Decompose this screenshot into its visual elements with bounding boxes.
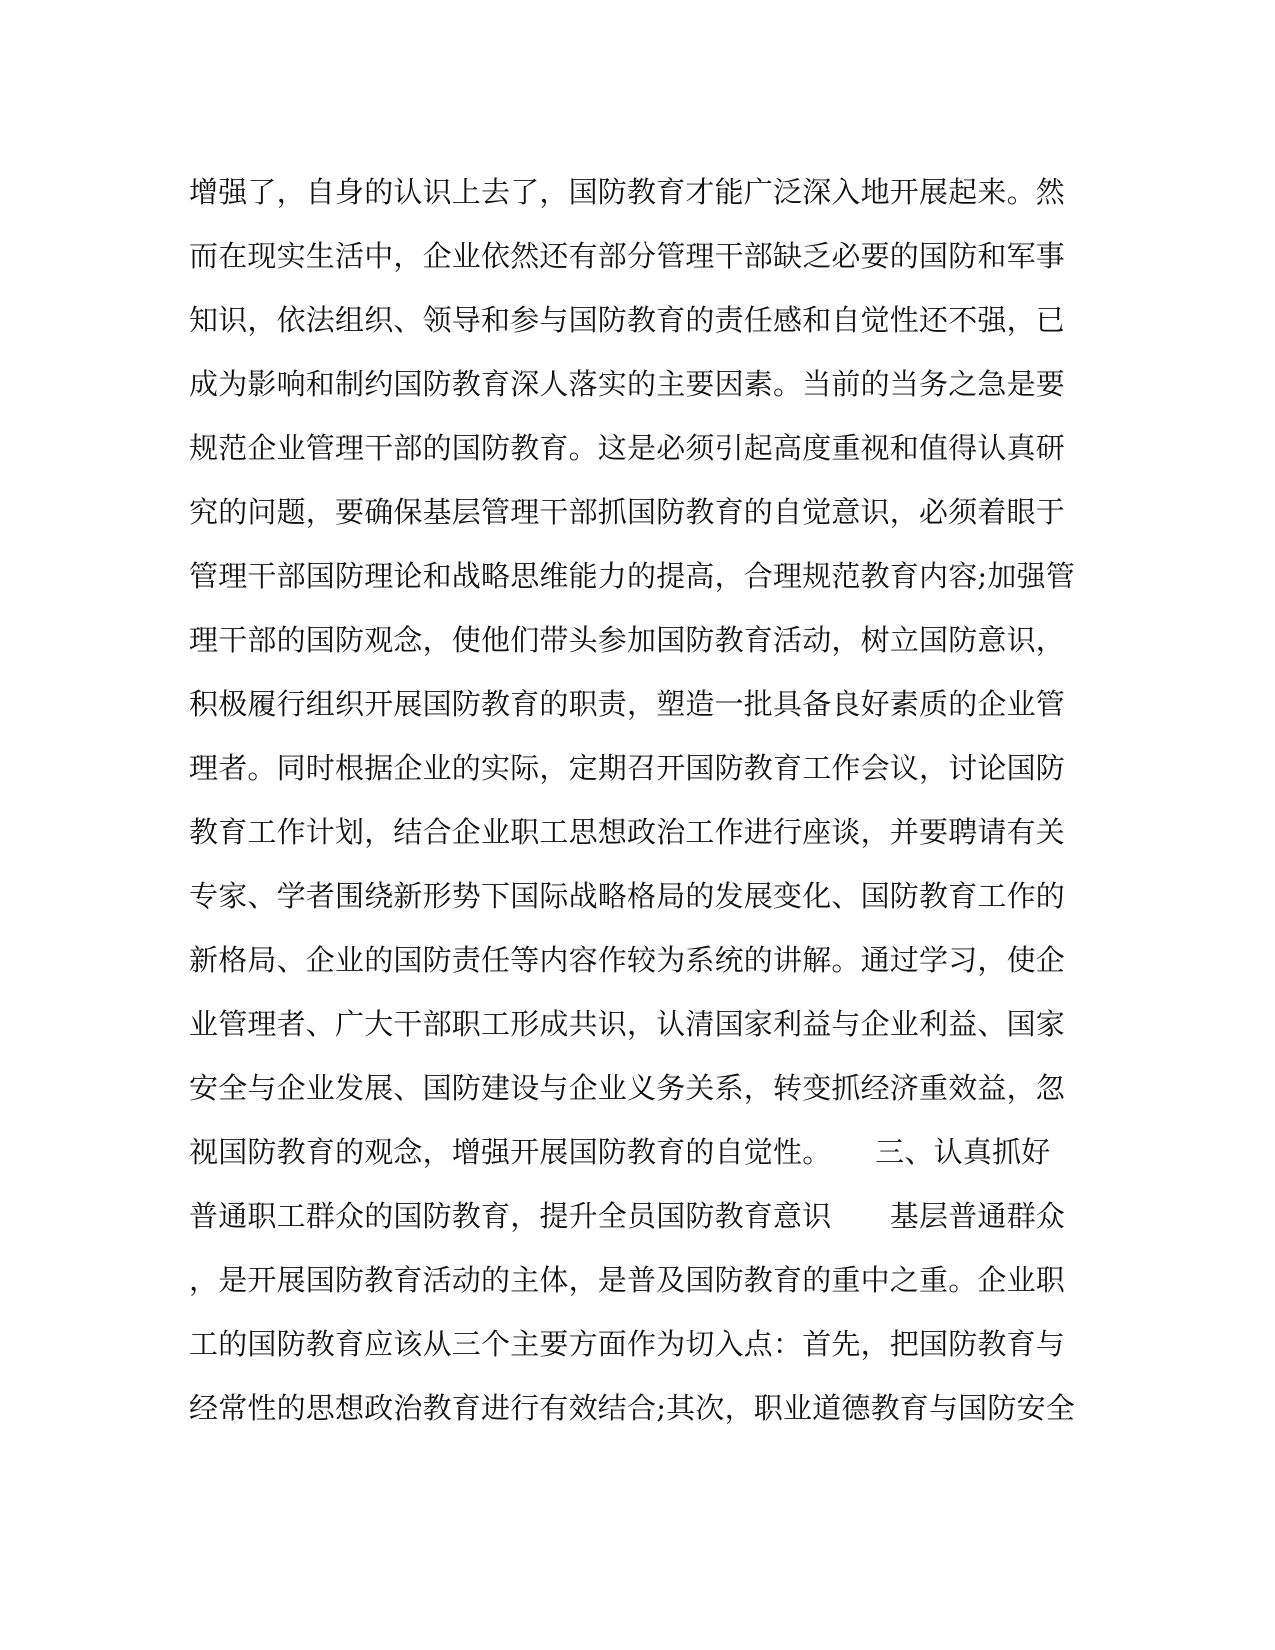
body-text [189, 160, 1089, 1440]
text-line: 成为影响和制约国防教育深人落实的主要因素。当前的当务之急是要 [189, 367, 1066, 401]
text-line: 理者。同时根据企业的实际，定期召开国防教育工作会议，讨论国防 [189, 751, 1066, 785]
text-line: 理干部的国防观念，使他们带头参加国防教育活动，树立国防意识， [189, 623, 1066, 657]
text-line: 增强了，自身的认识上去了，国防教育才能广泛深入地开展起来。然 [189, 175, 1066, 209]
text-line: 业管理者、广大干部职工形成共识，认清国家利益与企业利益、国家 [189, 1007, 1066, 1041]
text-line: 教育工作计划，结合企业职工思想政治工作进行座谈，并要聘请有关 [189, 815, 1066, 849]
text-line: 管理干部国防理论和战略思维能力的提高，合理规范教育内容;加强管 [189, 559, 1075, 593]
text-line: 积极履行组织开展国防教育的职责，塑造一批具备良好素质的企业管 [189, 687, 1066, 721]
text-line: 而在现实生活中，企业依然还有部分管理干部缺乏必要的国防和军事 [189, 239, 1066, 273]
text-line: 专家、学者围绕新形势下国际战略格局的发展变化、国防教育工作的 [189, 879, 1066, 913]
text-line: 视国防教育的观念，增强开展国防教育的自觉性。 三、认真抓好 [189, 1135, 1051, 1169]
text-line: ，是开展国防教育活动的主体，是普及国防教育的重中之重。企业职 [189, 1263, 1066, 1297]
text-line: 安全与企业发展、国防建设与企业义务关系，转变抓经济重效益，忽 [189, 1071, 1066, 1105]
text-line: 工的国防教育应该从三个主要方面作为切入点：首先，把国防教育与 [189, 1327, 1066, 1361]
text-line: 规范企业管理干部的国防教育。这是必须引起高度重视和值得认真研 [189, 431, 1066, 465]
text-line: 经常性的思想政治教育进行有效结合;其次，职业道德教育与国防安全 [189, 1391, 1075, 1425]
text-line: 新格局、企业的国防责任等内容作较为系统的讲解。通过学习，使企 [189, 943, 1066, 977]
text-line: 普通职工群众的国防教育，提升全员国防教育意识 基层普通群众 [189, 1199, 1066, 1233]
text-line: 究的问题，要确保基层管理干部抓国防教育的自觉意识，必须着眼于 [189, 495, 1066, 529]
text-line: 知识，依法组织、领导和参与国防教育的责任感和自觉性还不强，已 [189, 303, 1066, 337]
